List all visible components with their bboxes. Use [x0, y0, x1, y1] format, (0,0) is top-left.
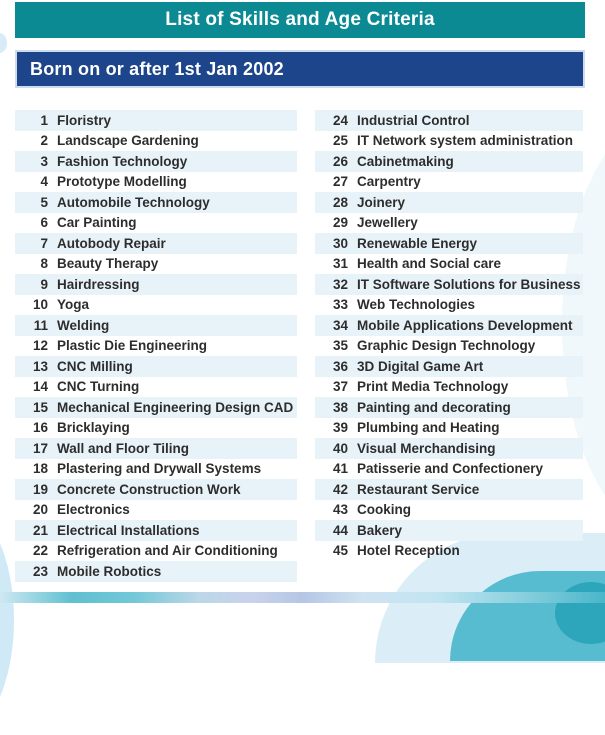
- item-number: 29: [332, 215, 348, 231]
- item-label: Plastic Die Engineering: [57, 338, 208, 354]
- list-item: [315, 295, 583, 316]
- list-item: [15, 541, 297, 562]
- list-item: [15, 131, 297, 152]
- list-item: [15, 233, 297, 254]
- list-item: [315, 315, 583, 336]
- list-item: [15, 295, 297, 316]
- item-number: 12: [32, 338, 48, 354]
- list-item: [15, 274, 297, 295]
- criteria-bar: [15, 50, 585, 88]
- list-item: [15, 459, 297, 480]
- list-item: [15, 151, 297, 172]
- list-item: [15, 315, 297, 336]
- item-number: 31: [332, 256, 348, 272]
- list-item: [15, 213, 297, 234]
- item-number: 16: [32, 420, 48, 436]
- page-title: List of Skills and Age Criteria: [165, 9, 435, 30]
- item-number: 17: [32, 440, 48, 456]
- left-edge-notch-shape: [0, 33, 7, 53]
- item-label: Mobile Robotics: [57, 563, 162, 579]
- list-item: [15, 192, 297, 213]
- item-label: Cooking: [357, 502, 411, 518]
- item-number: 18: [32, 461, 48, 477]
- item-number: 13: [32, 358, 48, 374]
- item-label: IT Network system administration: [357, 133, 574, 149]
- item-label: Welding: [57, 317, 110, 333]
- item-label: CNC Milling: [57, 358, 133, 374]
- list-item: [315, 377, 583, 398]
- item-label: Electrical Installations: [57, 522, 200, 538]
- item-label: IT Software Solutions for Business: [357, 276, 581, 292]
- item-label: Carpentry: [357, 174, 421, 190]
- item-label: Electronics: [57, 502, 130, 518]
- item-number: 28: [332, 194, 348, 210]
- list-item: [315, 541, 583, 562]
- item-number: 1: [40, 112, 48, 128]
- item-number: 42: [332, 481, 348, 497]
- item-number: 2: [40, 133, 48, 149]
- item-label: Floristry: [57, 112, 112, 128]
- list-item: [15, 520, 297, 541]
- list-item: [315, 151, 583, 172]
- item-label: Restaurant Service: [357, 481, 480, 497]
- item-number: 27: [332, 174, 348, 190]
- item-number: 8: [40, 256, 48, 272]
- list-item: [315, 172, 583, 193]
- item-number: 19: [32, 481, 48, 497]
- item-number: 38: [332, 399, 348, 415]
- item-number: 44: [332, 522, 348, 538]
- item-label: Automobile Technology: [57, 194, 210, 210]
- item-number: 3: [40, 153, 48, 169]
- item-label: Bricklaying: [57, 420, 130, 436]
- item-number: 21: [32, 522, 48, 538]
- bottom-wave-band: [0, 592, 605, 603]
- item-label: Visual Merchandising: [357, 440, 496, 456]
- item-number: 37: [332, 379, 348, 395]
- item-label: Fashion Technology: [57, 153, 188, 169]
- list-item: [15, 500, 297, 521]
- list-item: [315, 254, 583, 275]
- item-number: 35: [332, 338, 348, 354]
- item-label: Cabinetmaking: [357, 153, 454, 169]
- item-number: 9: [40, 276, 48, 292]
- item-number: 33: [332, 297, 348, 313]
- item-label: Prototype Modelling: [57, 174, 187, 190]
- item-label: Plastering and Drywall Systems: [57, 461, 262, 477]
- item-label: Wall and Floor Tiling: [57, 440, 189, 456]
- list-item: [315, 397, 583, 418]
- list-item: [315, 459, 583, 480]
- item-number: 24: [332, 112, 348, 128]
- item-label: Mechanical Engineering Design CAD: [57, 399, 294, 415]
- item-number: 11: [33, 317, 48, 333]
- item-number: 32: [332, 276, 348, 292]
- list-item: [315, 479, 583, 500]
- item-number: 43: [332, 502, 348, 518]
- item-label: Mobile Applications Development: [357, 317, 573, 333]
- item-label: Graphic Design Technology: [357, 338, 536, 354]
- item-number: 20: [32, 502, 48, 518]
- criteria-text: Born on or after 1st Jan 2002: [30, 58, 284, 79]
- item-label: Landscape Gardening: [57, 133, 199, 149]
- list-item: [15, 356, 297, 377]
- list-item: [315, 438, 583, 459]
- item-label: Hairdressing: [57, 276, 140, 292]
- item-number: 7: [40, 235, 48, 251]
- item-label: Print Media Technology: [357, 379, 509, 395]
- item-label: CNC Turning: [57, 379, 140, 395]
- item-label: Beauty Therapy: [57, 256, 159, 272]
- item-number: 30: [332, 235, 348, 251]
- list-item: [15, 254, 297, 275]
- item-label: Yoga: [57, 297, 90, 313]
- item-number: 45: [332, 543, 348, 559]
- list-item: [315, 356, 583, 377]
- list-item: [15, 110, 297, 131]
- list-item: [315, 418, 583, 439]
- list-item: [15, 336, 297, 357]
- item-label: 3D Digital Game Art: [357, 358, 484, 374]
- item-label: Web Technologies: [357, 297, 476, 313]
- item-label: Industrial Control: [357, 112, 470, 128]
- list-item: [15, 377, 297, 398]
- item-number: 41: [332, 461, 348, 477]
- item-number: 10: [32, 297, 48, 313]
- list-item: [15, 397, 297, 418]
- list-item: [315, 520, 583, 541]
- item-number: 26: [332, 153, 348, 169]
- list-item: [15, 172, 297, 193]
- item-number: 36: [332, 358, 348, 374]
- item-label: Patisserie and Confectionery: [357, 461, 544, 477]
- item-number: 5: [40, 194, 48, 210]
- item-label: Concrete Construction Work: [57, 481, 241, 497]
- item-label: Bakery: [357, 522, 403, 538]
- list-item: [315, 192, 583, 213]
- item-label: Jewellery: [357, 215, 418, 231]
- item-label: Car Painting: [57, 215, 137, 231]
- skills-column-left: [15, 110, 297, 582]
- item-number: 22: [32, 543, 48, 559]
- skills-column-right: [315, 110, 583, 561]
- list-item: [15, 438, 297, 459]
- list-item: [315, 336, 583, 357]
- item-number: 15: [32, 399, 48, 415]
- item-number: 40: [332, 440, 348, 456]
- list-item: [315, 500, 583, 521]
- list-item: [315, 274, 583, 295]
- item-label: Hotel Reception: [357, 543, 460, 559]
- item-label: Health and Social care: [357, 256, 502, 272]
- item-label: Plumbing and Heating: [357, 420, 500, 436]
- item-number: 4: [40, 174, 48, 190]
- item-number: 6: [40, 215, 48, 231]
- item-number: 39: [332, 420, 348, 436]
- list-item: [315, 213, 583, 234]
- list-item: [15, 418, 297, 439]
- item-number: 14: [32, 379, 48, 395]
- item-number: 23: [32, 563, 48, 579]
- item-label: Autobody Repair: [57, 235, 166, 251]
- item-label: Joinery: [357, 194, 406, 210]
- item-number: 25: [332, 133, 348, 149]
- list-item: [15, 561, 297, 582]
- item-label: Painting and decorating: [357, 399, 511, 415]
- bottom-left-blob-shape: [0, 505, 14, 735]
- list-item: [315, 233, 583, 254]
- list-item: [15, 479, 297, 500]
- title-bar: [15, 2, 585, 38]
- list-item: [315, 110, 583, 131]
- list-item: [315, 131, 583, 152]
- item-label: Renewable Energy: [357, 235, 478, 251]
- item-number: 34: [332, 317, 348, 333]
- item-label: Refrigeration and Air Conditioning: [57, 543, 278, 559]
